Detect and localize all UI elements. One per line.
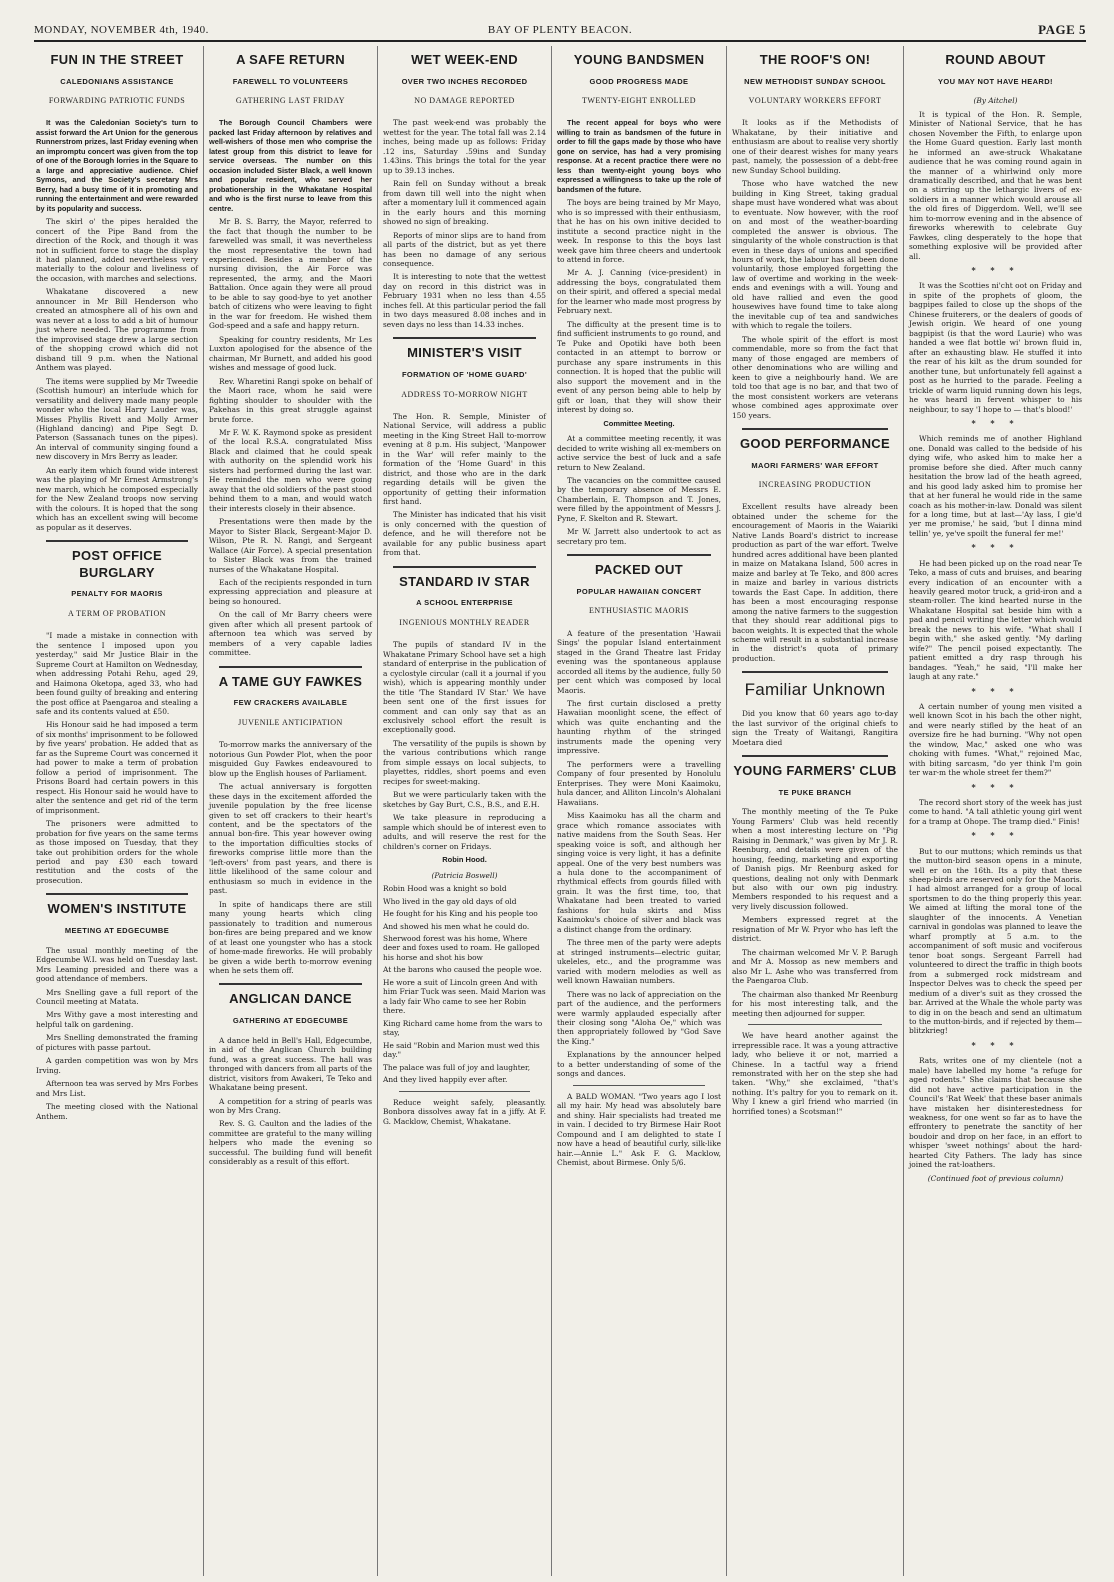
subhead: NEW METHODIST SUNDAY SCHOOL [744, 76, 886, 86]
paragraph: Reports of minor slips are to hand from all parts of the district, but as yet there has been no damage of any serious consequence. [383, 230, 546, 269]
paragraph: Rain fell on Sunday without a break from dawn till well into the night when after a momentary lull it commenced again in the early hours and this morning showed no sign of breaking. [383, 179, 546, 227]
paragraph: A competition for a string of pearls was won by Mrs Crang. [209, 1096, 372, 1115]
paragraph: The items were supplied by Mr Tweedie (Scottish humour) an interlude which for versatility and delivery made many people wonder who the local Harry Lauder was, Misses Phyllis Rivett and Molly Armer (Highland dancing) and Pipe Segt D. Paterson (Sassanach tunes on the pipes). An interval of community singing found a new discovery in Mrs Berry as leader. [36, 376, 198, 462]
paragraph: Mr W. Jarrett also undertook to act as secretary pro tem. [557, 527, 721, 546]
paragraph: The three men of the party were adepts at stringed instruments—electric guitar, ukeleles, etc., and the programme was varied with modern melodies as well as well known Hawaiian numbers. [557, 938, 721, 986]
paragraph: The versatility of the pupils is shown by the various contributions which range from simple essays on local subjects, to playettes, riddles, short poems and even recipes for sweet-making. [383, 738, 546, 786]
headline-the-roofs-on: THE ROOF'S ON! [759, 52, 871, 67]
paragraph: Mr F. W. K. Raymond spoke as president of the local R.S.A. congratulated Miss Black and claimed that he could speak with authority on the splendid work his sisters had performed during the last war. He reminded the men who were going away that the old soldiers of the past stood behind them to a man, and would watch their interests closely in their absence. [209, 427, 372, 513]
paragraph: The Hon. R. Semple, Minister of National Service, will address a public meeting in the King Street Hall to-morrow evening at 8 p.m. His subject, 'Manpower in the War' will refer mainly to the formation of the 'Home Guard' in this district, and those who are in the dark regarding details will be given the opportunity of getting their information first hand. [383, 411, 546, 506]
column-6 [905, 46, 1086, 1578]
subhead: GOOD PROGRESS MADE [589, 76, 689, 86]
paragraph: The actual anniversary is forgotten these days in the excitement afforded the juvenile population by the free license given to set off crackers to their heart's content, and be the spectators of the annual bon-fire. This year however owing to the importation difficulties stocks of fireworks comprise little more than the 'left-overs' from past years, and there is little likelihood of the same colour and enthusiasm so much in evidence in the past. [209, 782, 372, 896]
subhead: MEETING AT EDGECUMBE [64, 926, 170, 936]
paragraph: It is typical of the Hon. R. Semple, Minister of National Service, that he has chosen November the Fifth, to enlarge upon the Home Guard question. Early last month he informed an awe-struck Whakatane audience that he was coming round again in the manner of a whirlwind only more dramatically described, and that he was bent on a stirring up the lethargic livers of ex-soldiers in a manner which would arouse all the old fires of Diggerdom. Well, we'll see him to-morrow evening and in the absence of fireworks wherewith to celebrate Guy Fawkes, cling desperately to the hope that something explosive will be provided after all. [909, 109, 1082, 261]
section-rule [219, 666, 362, 668]
column-5 [728, 46, 902, 1578]
paragraph: Rev. S. G. Caulton and the ladies of the committee are grateful to the many willing helpers who made the evening so successful. The building fund will benefit considerably as a result of this effort. [209, 1119, 372, 1167]
issue-date: MONDAY, NOVEMBER 4th, 1940. [34, 24, 209, 36]
lead-paragraph: It was the Caledonian Society's turn to assist forward the Art Union for the generous Runnerstrom prizes, last Friday evening when an impromptu concert was given from the top of one of the Borough lorries in the Square to a large and appreciative audience. Chief Symons, and the Society's secretary Mrs Berry, had a busy time of it in promoting and running the entertainment and were rewarded by its popularity and success. [36, 118, 198, 213]
paragraph: The whole spirit of the effort is most commendable, more so from the fact that many of those engaged are members of other denominations who are willing and keen to give a neighbourly hand. We are told too that age is no bar, and that two of the most consistent workers are veterans whose combined ages approximate over 150 years. [732, 334, 898, 420]
paragraph: The boys are being trained by Mr Mayo, who is so impressed with their enthusiasm, that he has on his own initive decided to institute a second practice night in the week. In response to this the boys last week gave him three cheers and undertook to attend in force. [557, 198, 721, 265]
column-1 [32, 46, 202, 1578]
subhead: FAREWELL TO VOLUNTEERS [232, 76, 349, 86]
paragraph: The chairman also thanked Mr Reenburg for his most interesting talk, and the meeting then adjourned for supper. [732, 989, 898, 1018]
byline: (By Aitchel) [973, 96, 1018, 106]
column-divider [203, 46, 204, 1576]
poem-line: He fought for his King and his people too [383, 909, 538, 919]
subsection-title: Committee Meeting. [603, 418, 675, 428]
paragraph: It was the Scotties ni'cht oot on Friday and in spite of the prophets of gloom, the bagpipes failed to close up the shops of the Chinese fruiterers, or the dealers of goods of Jewish origin. We heard of one young bagpipist (is that the word Laurie) who was handed a wee flat bottle wi' brown fluid in, after an exhausting blaw. He stuffed it into the rear of his kilt as the drum sounded for another tune, but unfortunately fell against a post as he hurried to the parade. Feeling a trickle of warm liquid running down his legs, he was heard in fervent whisper to his neighbour, to say 'I hope to — that's blood!' [909, 281, 1082, 414]
poem-title: Robin Hood. [442, 855, 487, 865]
headline-ministers-visit: MINISTER'S VISIT [407, 345, 522, 361]
paragraph: Speaking for country residents, Mr Les Luxton apologised for the absence of the chairman, Mr Burnett, and added his good wishes and message of good luck. [209, 334, 372, 373]
headline-young-farmers-club: YOUNG FARMERS' CLUB [733, 763, 897, 779]
headline-a-safe-return: A SAFE RETURN [236, 52, 345, 67]
paragraph: Mr B. S. Barry, the Mayor, referred to the fact that though the number to be farewelled was small, it was nevertheless the most representative the town had experienced. Besides a member of the nursing division, the Air Force was represented, the army, and the Maori Battalion. Once again they were all proud to be able to say good-bye to yet another batch of citizens who were leaving to fight in the war for freedom. He wished them God-speed and a safe and happy return. [209, 217, 372, 331]
paragraph: Mr A. J. Canning (vice-president) in addressing the boys, congratulated them on their spirit, and offered a special medal for the learner who made most progress by February next. [557, 268, 721, 316]
separator: * * * [971, 542, 1020, 553]
paragraph: Each of the recipients responded in turn expressing appreciation and pleasure at being so honoured. [209, 578, 372, 606]
section-rule [742, 671, 888, 673]
paragraph: It looks as if the Methodists of Whakatane, by their initiative and enthusiasm are about to realise very shortly one of their dearest wishes for many years past, namely, the possession of a debt-free new Sunday School building. [732, 118, 898, 175]
paragraph: Rats, writes one of my clientele (not a male) have labelled my home "a refuge for aged rodents." She claims that because she did not have active participation in the Council's 'Rat Week' that these baser animals have mistaken her disinterestedness for weakness, for one went so far as to have the effrontery to penetrate the sanctity of her boudoir and drop on her face, in an effort to whisper 'sweet nothings' about the hard-hearted City Fathers. The lady has since joined the rat-loathers. [909, 1056, 1082, 1170]
paragraph: Miss Kaaimoku has all the charm and grace which romance associates with native maidens from the South Seas. Her speaking voice is soft, and although her singing voice is very light, it has a definite appeal. One of the very best numbers was a hula done to the accompaniment of rhythmical effects from gourds filled with grain. It was the first time, too, that Whakatane had been treated to varied fashions for hula skirts and Miss Kaaimoku's choice of silver and black was a distinct change from the ordinary. [557, 811, 721, 934]
column-divider [377, 46, 378, 1576]
paragraph: The past week-end was probably the wettest for the year. The total fall was 2.14 inches, being made up as follows: Friday .12 ins, Saturday .59ins and Sunday 1.43ins. This brings the total for the year up to 39.13 inches. [383, 118, 546, 175]
paragraph: Which reminds me of another Highland one. Donald was called to the bedside of his dying wife, who asked him to make her a promise before she died. After much canny hesitation the brow lad of the heath agreed, and his good lady asked him to promise her that at her funeral he would ride in the same coach as his mother-in-law. Donald was silent for a long time, but at last—'Ay lass, I gie'd yer me promise,' he said, 'but I dinna mind tellin' ye, ye've spoilt the funeral fer me!' [909, 434, 1082, 538]
paragraph: We take pleasure in reproducing a sample which should be of interest even to adults, and will reserve the rest for the children's corner on Fridays. [383, 813, 546, 851]
headline-fun-in-the-street: FUN IN THE STREET [50, 52, 184, 67]
poem-line: The palace was full of joy and laughter, [383, 1062, 531, 1072]
poem-line: Sherwood forest was his home, Where deer and foxes used to roam. He galloped his horse and shot his bow [383, 934, 540, 962]
section-rule [567, 554, 711, 556]
poem-line: At the barons who caused the people woe. [383, 965, 542, 975]
paragraph: A garden competition was won by Mrs Irving. [36, 1056, 198, 1075]
paragraph: The first curtain disclosed a pretty Hawaiian moonlight scene, the effect of which was quite enchanting and the haunting rhythm of the stringed instruments made the opening very impressive. [557, 699, 721, 756]
paragraph: Explanations by the announcer helped to a better understanding of some of the songs and dances. [557, 1050, 721, 1079]
headline-packed-out: PACKED OUT [595, 562, 683, 578]
subhead: GATHERING LAST FRIDAY [235, 96, 346, 106]
subhead: OVER TWO INCHES RECORDED [401, 76, 528, 86]
separator: * * * [971, 685, 1020, 696]
paragraph: Presentations were then made by the Mayor to Sister Black, Sergeant-Major D. Wilson, Pte R. N. Rangi, and Sergeant Wallace (Air Force). A special presentation to Sister Black was from the trained nurses of the Whakatane Hospital. [209, 517, 372, 574]
paragraph: Those who have watched the new building in King Street, taking gradual shape must have wondered what was about to eventuate. Now however, with the roof on and most of the weather-boarding completed the answer is obvious. The singularity of the whole construction is that even in these days of unions and specified hours of work, the labour has all been done voluntarily, those employed forgetting the law of overtime and working in the week-ends and evenings with a will. Young and old have rallied and even the good housewives have found time to take along the inevitable cup of tea and sandwiches with which to regale the toilers. [732, 179, 898, 331]
paragraph: We have heard another against the irrepressible race. It was a young attractive lady, who believe it or not, married a Chinese. In a tactful way a friend remonstrated with her on the step she had taken. "Why," she exclaimed, "that's nothing. It's paltry for you to remark on it. Why I knew a girl friend who married (in horrified tones) a Scotsman!" [732, 1031, 898, 1116]
lead-paragraph: The Borough Council Chambers were packed last Friday afternoon by relatives and well-wishers of those men who comprise the latest group from this district to leave for service overseas. The number on this occasion included Sister Black, a well known and popular resident, who served her probationership in the Whakatane Hospital and who is the first nurse to leave from this centre. [209, 118, 372, 213]
separator: * * * [971, 1039, 1020, 1050]
headline-wet-week-end: WET WEEK-END [411, 52, 518, 67]
advertisement: Reduce weight safely, pleasantly. Bonbora dissolves away fat in a jiffy. At F. G. Macklow, Chemist, Whakatane. [383, 1097, 546, 1126]
paragraph: There was no lack of appreciation on the part of the audience, and the performers were warmly applauded especially after their closing song "Aloha Oe," which was then appropriately followed by "God Save the King." [557, 989, 721, 1046]
poem-line: Robin Hood was a knight so bold [383, 884, 507, 894]
subhead: INCREASING PRODUCTION [758, 480, 872, 490]
headline-a-tame-guy-fawkes: A TAME GUY FAWKES [218, 673, 363, 689]
paragraph: To-morrow marks the anniversary of the notorious Gun Powder Plot, when the poor misguided Guy Fawkes endeavoured to blow up the English houses of Parliament. [209, 740, 372, 778]
paragraph: The difficulty at the present time is to find sufficient instruments to go round, and Te Puke and Opotiki have both been contacted in an attempt to borrow or purchase any spare instruments in this connection. It is hoped that the public will also support the movement and in the event of any person being able to help by gift or loan, that they will show their interest by doing so. [557, 319, 721, 415]
subhead: JUVENILE ANTICIPATION [238, 717, 343, 727]
paragraph: His Honour said he had imposed a term of six months' imprisonment to be followed by five years' probation. He added that as far as the Supreme Court was concerned it had power to make a term of probation follow a period of imprisonment. The Prisons Board had certain powers in this respect. His Honour said he would have to alter the sentence and get rid of the term of imprisonment. [36, 720, 198, 815]
section-rule [219, 983, 362, 985]
poem-line: He said "Robin and Marion must wed this day." [383, 1040, 540, 1060]
headline-familiar-unknown: Familiar Unknown [744, 680, 886, 700]
subhead: A SCHOOL ENTERPRISE [416, 598, 513, 608]
paragraph: He had been picked up on the road near Te Teko, a mass of cuts and bruises, and bearing every indication of an encounter with a heavily geared motor truck, a grid-iron and a steam-roller. The kind hearted nurse in the Whakatane Hospital sat beside him with a pad and pencil writing the letter which would break the news to his wife. "What shall I begin with," she asked gently. "My darling wife?" The pencil poised expectantly. The patient emitted a dry rasp through his bandages. "Yeah," he said, "I'll make her laugh at any rate." [909, 558, 1082, 682]
section-rule [742, 428, 888, 430]
section-rule [573, 1085, 705, 1086]
lead-paragraph: The recent appeal for boys who were willing to train as bandsmen of the future in order to fill the gaps made by those who have gone on service, has had a very promising response. At a recent practice there were no less than twenty-eight young boys who expressed a willingness to take up the role of bandsmen of the future. [557, 118, 721, 194]
paragraph: The meeting closed with the National Anthem. [36, 1102, 198, 1121]
subhead: FORMATION OF 'HOME GUARD' [401, 369, 528, 379]
continued-note: (Continued foot of previous column) [927, 1173, 1064, 1183]
paragraph: Whakatane discovered a new announcer in Mr Bill Henderson who created an atmosphere all of his own and was never at a loss to add a bit of humour just where needed. The programme from the improvised stage drew a large section of the shopping crowd which did not disband till 9 p.m. when the National Anthem was played. [36, 287, 198, 373]
poem-line: Who lived in the gay old days of old [383, 896, 517, 906]
subhead: POPULAR HAWAIIAN CONCERT [576, 586, 702, 596]
paragraph: The vacancies on the committee caused by the temporary absence of Messrs E. Chamberlain, E. Thompson and T. Jones, were filled by the appointment of Messrs J. Pyne, F. Skelton and R. Stewart. [557, 475, 721, 523]
subhead: ADDRESS TO-MORROW NIGHT [401, 389, 528, 399]
paragraph: The prisoners were admitted to probation for five years on the same terms as those imposed on Tuesday, that they take out prohibition orders for the whole period and pay £30 each toward restitution and the costs of the prosecution. [36, 819, 198, 885]
subhead: MAORI FARMERS' WAR EFFORT [751, 460, 879, 470]
column-4 [553, 46, 725, 1578]
paragraph: "I made a mistake in connection with the sentence I imposed upon you yesterday," said Mr Justice Blair in the Supreme Court at Hamilton on Wednesday, when addressing Potahi Rehu, aged 29, and Haimona Oketopa, aged 33, who had been found guilty of breaking and entering the post office at Paengaroa and stealing a safe and its contents valued at £50. [36, 631, 199, 716]
headline-round-about: ROUND ABOUT [945, 52, 1046, 67]
section-rule [46, 540, 188, 542]
subhead: NO DAMAGE REPORTED [414, 96, 515, 106]
poem-line: And showed his men what he could do. [383, 921, 530, 931]
separator: * * * [971, 781, 1020, 792]
subhead: FORWARDING PATRIOTIC FUNDS [48, 96, 186, 106]
column-3 [379, 46, 550, 1578]
headline-young-bandsmen: YOUNG BANDSMEN [573, 52, 705, 67]
paragraph: The pupils of standard IV in the Whakatane Primary School have set a high standard of enterprise in the publication of a cyclostyle circular (call it a journal if you wish), which is appearing monthly under the title 'The Standard IV Star.' We have been sent one of the first issues for comment and can only say that as an exclusively school effort the result is exceptionally good. [383, 640, 546, 735]
poem-line: King Richard came home from the wars to stay, [383, 1018, 543, 1038]
separator: * * * [971, 417, 1020, 428]
subhead: FEW CRACKERS AVAILABLE [233, 698, 348, 708]
column-divider [551, 46, 552, 1576]
subhead: INGENIOUS MONTHLY READER [399, 618, 530, 627]
subhead: VOLUNTARY WORKERS EFFORT [748, 96, 882, 106]
section-rule [748, 1024, 882, 1025]
paragraph: Mrs Snelling demonstrated the framing of pictures with passe partout. [36, 1033, 198, 1052]
paragraph: In spite of handicaps there are still many young hearts which cling passionately to tradition and numerous bon-fires are being prepared and we know of at least one youngster who has a stock of home-made fireworks. He will probably be given a wide berth to-morrow evening when he sets them off. [209, 899, 372, 975]
subhead: A TERM OF PROBATION [67, 608, 167, 618]
paragraph: At a committee meeting recently, it was decided to write wishing all ex-members on active service the best of luck and a safe return to New Zealand. [557, 434, 721, 472]
headline-good-performance: GOOD PERFORMANCE [740, 435, 890, 451]
subhead: GATHERING AT EDGECUMBE [232, 1016, 349, 1026]
column-2 [205, 46, 376, 1578]
headline-post-office-burglary: POST OFFICE BURGLARY [72, 548, 162, 580]
column-divider [726, 46, 727, 1576]
subhead: PENALTY FOR MAORIS [71, 589, 163, 599]
paragraph: The record short story of the week has just come to hand. "A tall athletic young girl went for a tramp at Ohope. The tramp died." Finis! [909, 797, 1082, 826]
poem-line: And they lived happily ever after. [383, 1075, 508, 1085]
paragraph: The monthly meeting of the Te Puke Young Farmers' Club was held recently when a most interesting lecture on "Pig Raising in Denmark," was given by Mr J. R. Reenburg, and details were given of the housing, feeding, marketing and exporting of Danish pigs. Mr Reenburg asked for questions, dealing not only with Denmark but also with our own pig industry. Members responded to his request and a very lively discussion followed. [732, 807, 898, 911]
section-rule [393, 566, 536, 568]
paragraph: The performers were a travelling Company of four presented by Honolulu Enterprises. They were Moni Kaaimoku, hula dancer, and Alliton Lincoln's Alohalani Hawaiians. [557, 759, 721, 807]
paragraph: Did you know that 60 years ago to-day the last survivor of the original chiefs to sign the Treaty of Waitangi, Rangitira Moetara died [732, 709, 898, 747]
paragraph: The usual monthly meeting of the Edgecumbe W.I. was held on Tuesday last. Mrs Leaming presided and there was a good attendance of members. [36, 945, 198, 984]
subhead: TWENTY-EIGHT ENROLLED [581, 96, 697, 106]
section-rule [393, 337, 536, 339]
headline-anglican-dance: ANGLICAN DANCE [229, 991, 352, 1007]
paragraph: An early item which found wide interest was the playing of Mr Ernest Armstrong's new march, which he composed especially for the New Zealand troops now serving with the colours. It is hoped that the song which has an excellent swing will become as popular as it deserves. [36, 465, 198, 532]
page-number: PAGE 5 [1038, 22, 1086, 37]
paragraph: Afternoon tea was served by Mrs Forbes and Mrs List. [36, 1079, 198, 1098]
paragraph: The skirl o' the pipes heralded the concert of the Pipe Band from the direction of the Rock, and though it was not in sufficient force to stage the display it had planned, added nevertheless very materially to the colour and liveliness of the occasion, with marches and selections. [36, 217, 198, 283]
newspaper-name: BAY OF PLENTY BEACON. [487, 24, 633, 36]
paragraph: Mrs Withy gave a most interesting and helpful talk on gardening. [36, 1010, 198, 1029]
paragraph: But we were particularly taken with the sketches by Gay Burt, C.S., B.S., and E.H. [383, 790, 546, 809]
poem-line: He wore a suit of Lincoln green And with him Friar Tuck was seen. Maid Marion was a lady fair Who came to see her Robin there. [383, 977, 546, 1016]
paragraph: A certain number of young men visited a well known Scot in his bach the other night, and were nearly stifled by the heat of an oversize fire he had burning. "Why not open the window, Mac," asked one who was choking with fumes. "What," rejoined Mac, with biting sarcasm, "do yer think I'm goin ter war-m the whole street fer them?" [909, 701, 1082, 778]
paragraph: Rev. Wharetini Rangi spoke on behalf of the Maori race, whom he said were fighting shoulder to shoulder with the Pakehas in this great struggle against brute force. [209, 376, 372, 424]
paragraph: Members expressed regret at the resignation of Mr W. Pryor who has left the district. [732, 915, 898, 944]
paragraph: A feature of the presentation 'Hawaii Sings' the popular Island entertainment staged in the Grand Theatre last Friday evening was the spontaneous applause accorded all items by the audience, fully 50 per cent which was composed by local Maoris. [557, 628, 721, 695]
headline-standard-iv-star: STANDARD IV STAR [399, 573, 530, 589]
subhead: ENTHUSIASTIC MAORIS [589, 606, 689, 616]
paragraph: The chairman welcomed Mr V. P. Barugh and Mr A. Mossop as new members and also Mr L. Ashe who was transferred from the Paengaroa Club. [732, 947, 898, 986]
section-rule [399, 1091, 530, 1092]
paragraph: Mrs Snelling gave a full report of the Council meeting at Matata. [36, 987, 198, 1006]
subhead: TE PUKE BRANCH [778, 787, 852, 797]
paragraph: The Minister has indicated that his visit is only concerned with the question of defence, and he will therefore not be available for any public business apart from that. [383, 510, 546, 558]
poem-author: (Patricia Boswell) [431, 870, 498, 880]
subhead: CALEDONIANS ASSISTANCE [60, 76, 174, 86]
subhead: YOU MAY NOT HAVE HEARD! [938, 76, 1053, 86]
masthead [34, 22, 1086, 42]
paragraph: It is interesting to note that the wettest day on record in this district was in February 1931 when no less than 4.55 inches fell. At this particular period the fall in two days measured 8.08 inches and in seven days no less than 14.33 inches. [383, 272, 546, 329]
separator: * * * [971, 830, 1020, 841]
separator: * * * [971, 265, 1020, 276]
column-divider [903, 46, 904, 1576]
paragraph: But to our muttons; which reminds us that the mutton-bird season opens in a minute, well er on the 16th. Its a pity that these sheep-birds are reserved only for the Maoris. I had almost arranged for a group of local sportsmen to do the thing properly this year. We aimed at lifting the moral tone of the slaughter of the innocents. A Venetian carnival in gondolas was planned to leave the wharf promptly at 5 a.m. to the accompaniment of soft music and vociferous tenor boat songs. Sergeant Farrell had volunteered to direct the traffic in thigh boots from a submerged rock midstream and Inspector Delves was to check the speed per medium of a diver's suit as they crossed the bar. Arrived at the Whale the whole party was to dig in on the beach and send an ultimatum to the mutton-birds, and if rejected by them—blitzkrieg! [909, 846, 1082, 1036]
section-rule [742, 755, 888, 757]
section-rule [46, 893, 188, 895]
headline-womens-institute: WOMEN'S INSTITUTE [47, 901, 187, 917]
paragraph: On the call of Mr Barry cheers were given after which all present partook of afternoon tea which was served by members of a very capable ladies committee. [209, 610, 372, 658]
paragraph: A dance held in Bell's Hall, Edgecumbe, in aid of the Anglican Church building fund, was a great success. The hall was thronged with dancers from all parts of the district, visitors from Awakeri, Te Teko and Whakatane being present. [209, 1035, 372, 1093]
advertisement: A BALD WOMAN. "Two years ago I lost all my hair. My head was absolutely bare and shiny. Hair specialists had treated me in vain. I decided to try Birmese Hair Root Compound and I am delighted to state I now have a head of beautiful curly, silk-like hair.—Annie L." Ask F. G. Macklow, Chemist, about Birmese. Only 5/6. [557, 1091, 721, 1168]
paragraph: Excellent results have already been obtained under the scheme for the encouragement of Maoris in the Waiariki Native Lands Board's district to increase production as part of the war effort. Twelve hundred acres additional have been planted in maize on Matakana Island, 500 acres in maize and barley at Te Teko, and 800 acres in maize and barley in various districts towards the East Cape. In addition, there has been a most encouraging response among the native farmers to the suggestion that they should rear additional pigs to bacon weights. It is expected that the whole scheme will result in a substantial increase in the district's quota of primary production. [732, 502, 898, 663]
